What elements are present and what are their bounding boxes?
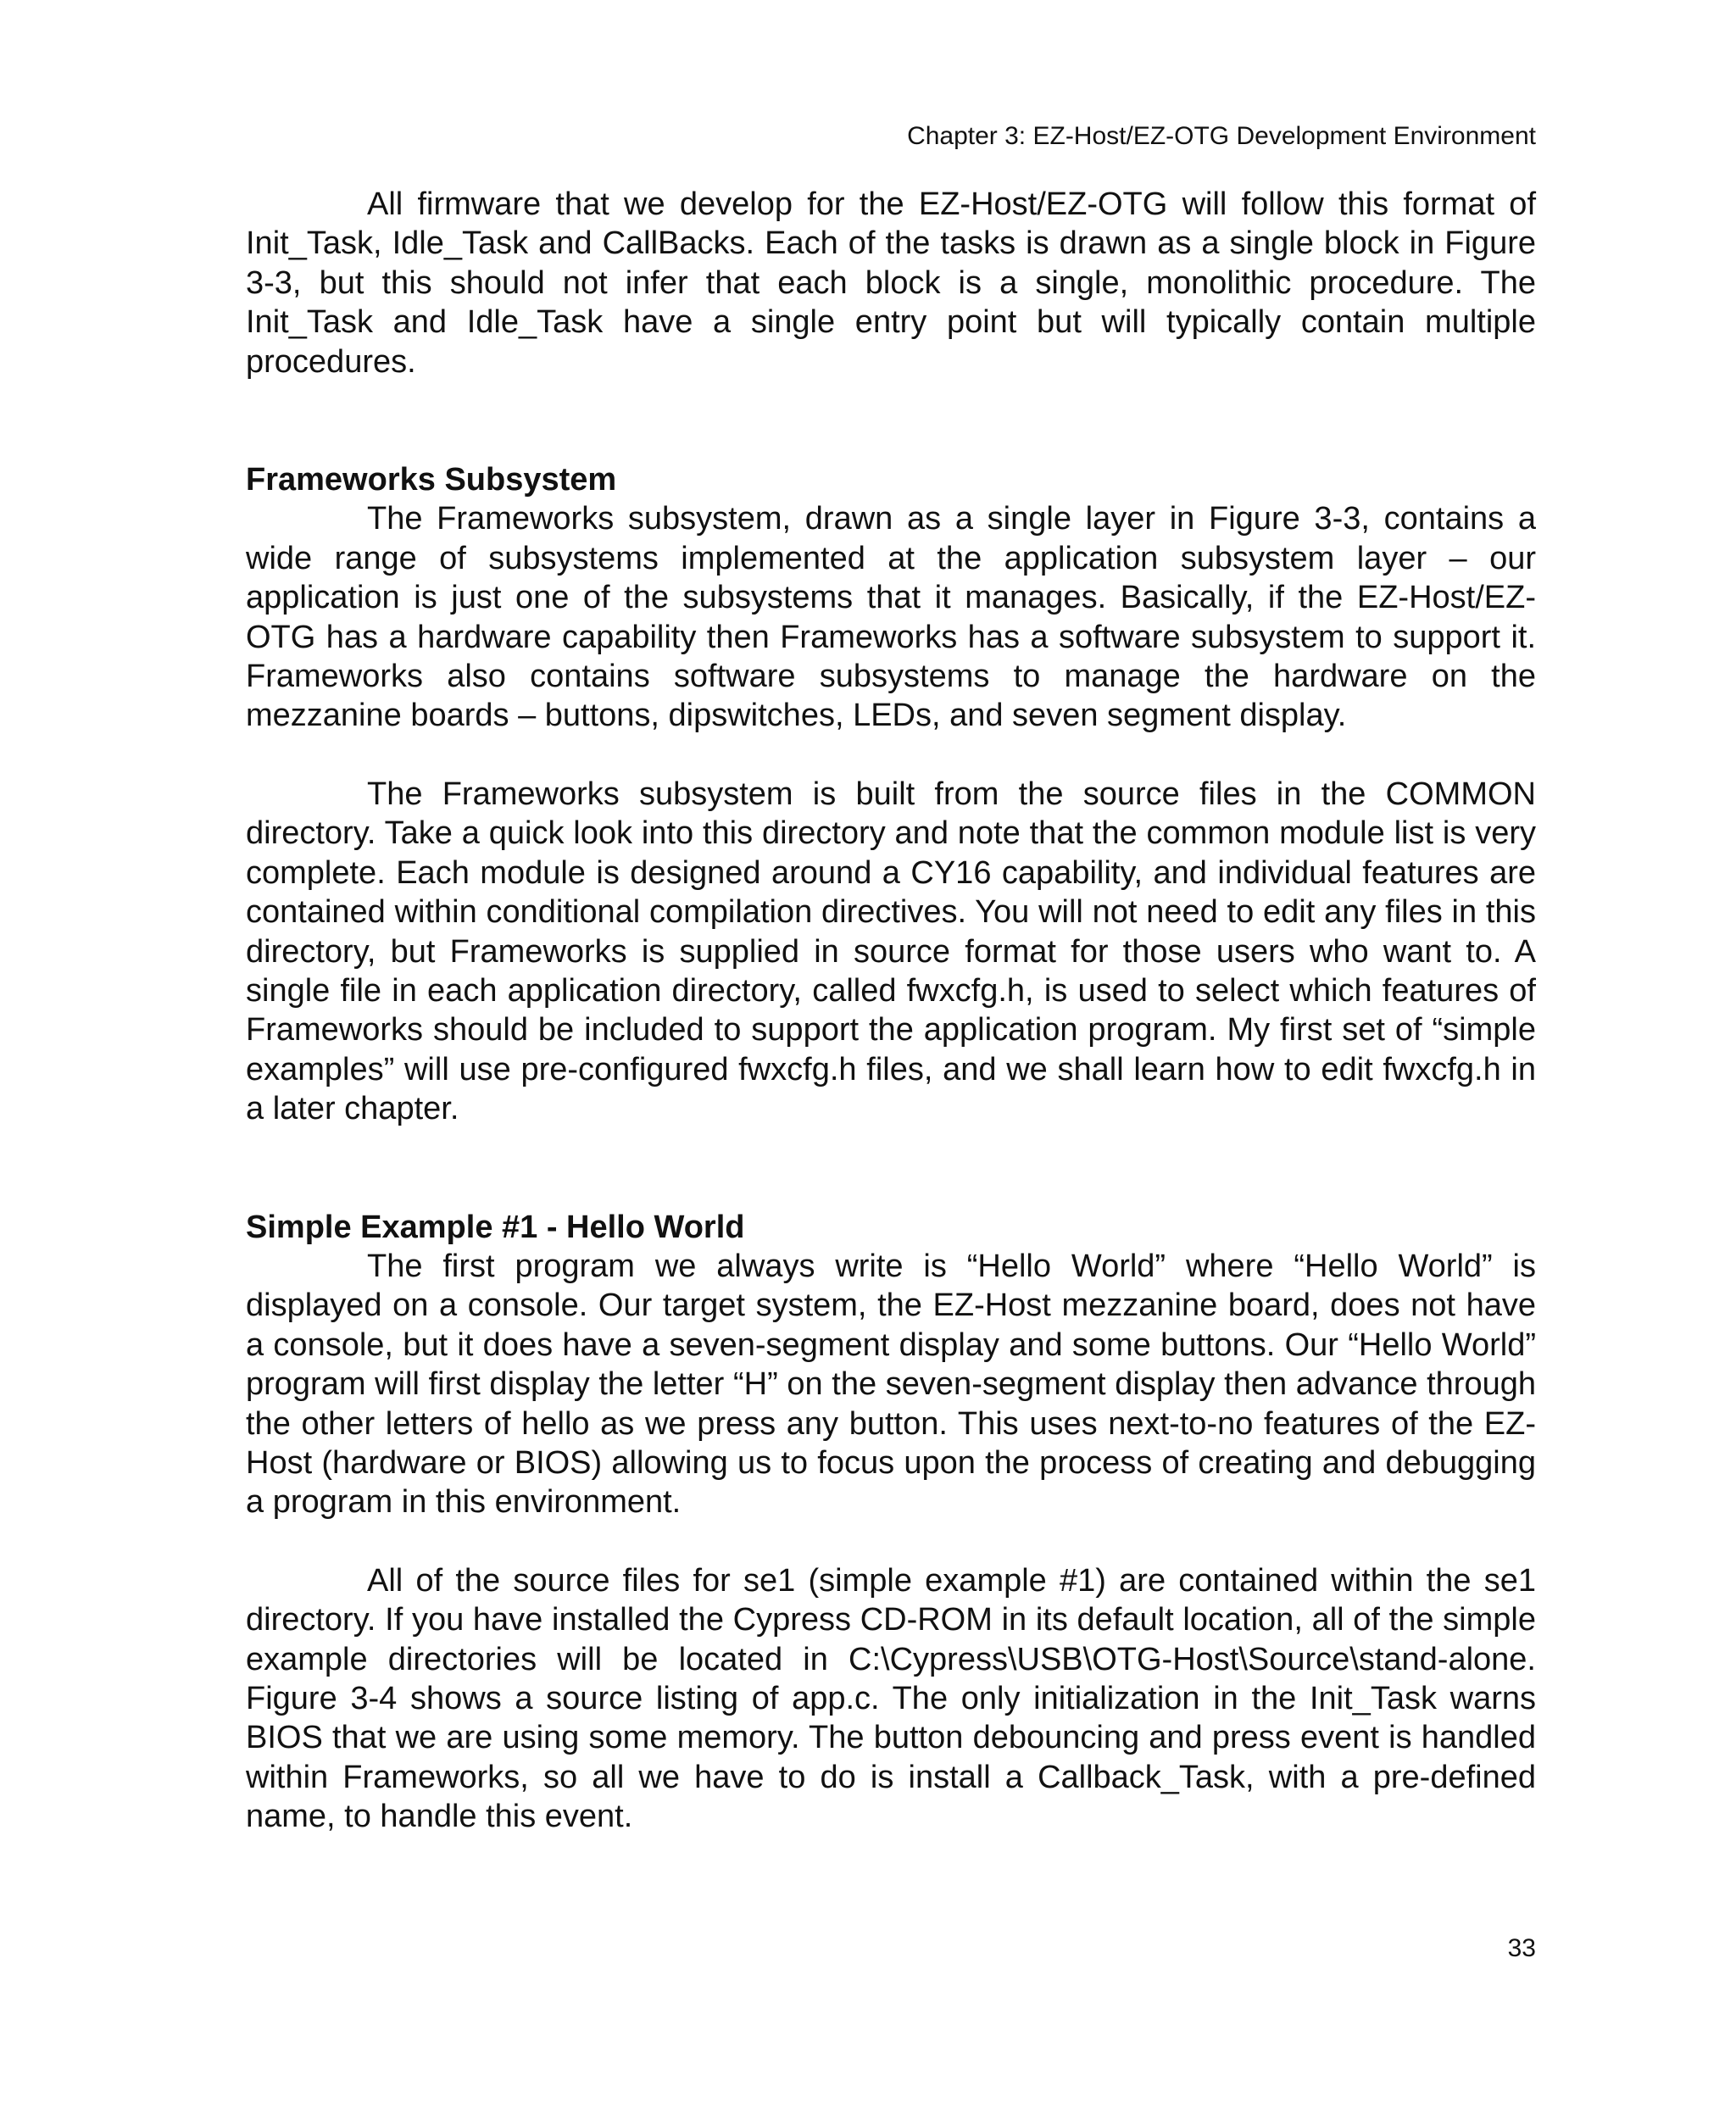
example-paragraph-2: All of the source files for se1 (simple example #1) are contained within the se1 directory. If you have installed the Cypress CD-ROM in its default location, all of the simple example directories will be located in C:\Cypress\USB\OTG-Host\Source\stand-alone. Figure 3-4 shows a source listing of app.c. The only initialization in the Init_Task warns BIOS that we are using some memory. The button debouncing and press event is handled within Frameworks, so all we have to do is install a Callback_Task, with a pre-defined name, to handle this event.: [246, 1562, 1536, 1835]
intro-paragraph: All firmware that we develop for the EZ-Host/EZ-OTG will follow this format of Init_Task, Idle_Task and CallBacks. Each of the tasks is drawn as a single block in Figure 3-3, but this should not infer that each block is a single, monolithic procedure. The Init_Task and Idle_Task have a single entry point but will typically contain multiple procedures.: [246, 186, 1536, 380]
section-spacer: [246, 1129, 1536, 1208]
example-paragraph-1: The first program we always write is “Hello World” where “Hello World” is displayed on a console. Our target system, the EZ-Host mezzanine board, does not have a console, but it does have a seven-segment display and some buttons. Our “Hello World” program will first display the letter “H” on the seven-segment display then advance through the other letters of hello as we press any button. This uses next-to-no features of the EZ-Host (hardware or BIOS) allowing us to focus upon the process of creating and debugging a program in this environment.: [246, 1248, 1536, 1521]
frameworks-paragraph-2: The Frameworks subsystem is built from the source files in the COMMON directory. Take a quick look into this directory and note that the common module list is very complete. Each module is designed around a CY16 capability, and individual features are contained within conditional compilation directives. You will not need to edit any files in this directory, but Frameworks is supplied in source format for those users who want to. A single file in each application directory, called fwxcfg.h, is used to select which features of Frameworks should be included to support the application program. My first set of “simple examples” will use pre-configured fwxcfg.h files, and we shall learn how to edit fwxcfg.h in a later chapter.: [246, 776, 1536, 1127]
example-heading: Simple Example #1 - Hello World: [246, 1209, 745, 1245]
body-text: [246, 185, 1536, 1837]
paragraph-spacer: [246, 736, 1536, 775]
frameworks-paragraph-1: The Frameworks subsystem, drawn as a single layer in Figure 3-3, contains a wide range of subsystems implemented at the application subsystem layer – our application is just one of the subsystems that it manages. Basically, if the EZ-Host/EZ-OTG has a hardware capability then Frameworks has a software subsystem to support it. Frameworks also contains software subsystems to manage the hardware on the mezzanine boards – buttons, dipswitches, LEDs, and seven segment display.: [246, 501, 1536, 734]
running-header: Chapter 3: EZ-Host/EZ-OTG Development Environment: [907, 122, 1536, 150]
document-page: [246, 0, 1536, 2108]
paragraph-spacer: [246, 1522, 1536, 1561]
frameworks-heading: Frameworks Subsystem: [246, 462, 617, 498]
section-spacer: [246, 381, 1536, 460]
page-number: 33: [1507, 1934, 1536, 1962]
